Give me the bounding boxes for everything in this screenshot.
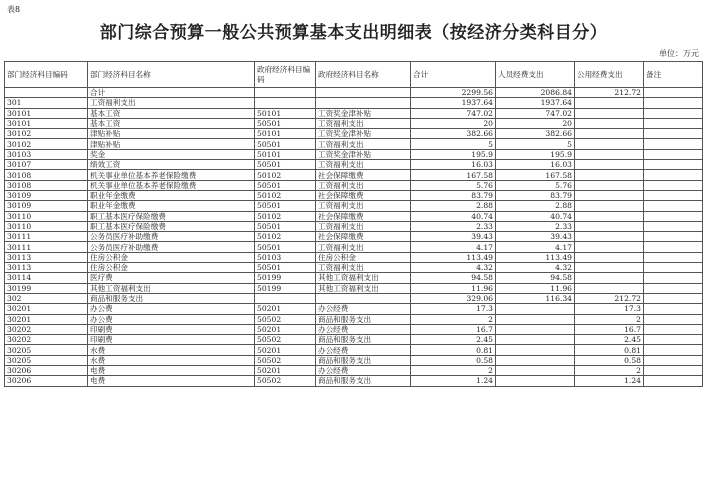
cell-dept-code: 30111 — [5, 242, 88, 252]
cell-dept-name: 合计 — [88, 88, 255, 98]
total-row — [5, 88, 703, 98]
cell-note — [644, 273, 703, 283]
cell-gov-code: 50501 — [255, 201, 316, 211]
cell-total: 5 — [411, 139, 496, 149]
cell-gov-name: 工资福利支出 — [316, 160, 411, 170]
cell-personnel: 116.34 — [496, 293, 575, 303]
page-title: 部门综合预算一般公共预算基本支出明细表（按经济分类科目分） — [99, 23, 608, 43]
table-row — [5, 232, 703, 242]
cell-dept-name: 水费 — [88, 345, 255, 355]
cell-personnel — [496, 355, 575, 365]
cell-note — [644, 242, 703, 252]
cell-gov-code: 50502 — [255, 335, 316, 345]
cell-dept-code: 30201 — [5, 314, 88, 324]
cell-dept-name: 电费 — [88, 366, 255, 376]
cell-public — [575, 273, 644, 283]
cell-gov-name: 社会保障缴费 — [316, 190, 411, 200]
category-row — [5, 98, 703, 108]
cell-gov-name: 工资福利支出 — [316, 242, 411, 252]
cell-personnel — [496, 345, 575, 355]
cell-dept-code: 30108 — [5, 170, 88, 180]
cell-total: 94.58 — [411, 273, 496, 283]
cell-gov-name: 工资福利支出 — [316, 118, 411, 128]
header-gov-name: 政府经济科目名称 — [316, 62, 411, 88]
cell-public: 1.24 — [575, 376, 644, 386]
cell-gov-code: 50102 — [255, 170, 316, 180]
cell-gov-code: 50502 — [255, 376, 316, 386]
cell-note — [644, 293, 703, 303]
cell-dept-code: 30114 — [5, 273, 88, 283]
cell-gov-name: 社会保障缴费 — [316, 211, 411, 221]
cell-dept-name: 电费 — [88, 376, 255, 386]
cell-personnel: 747.02 — [496, 108, 575, 118]
cell-personnel: 16.03 — [496, 160, 575, 170]
cell-gov-code — [255, 98, 316, 108]
cell-public: 17.3 — [575, 304, 644, 314]
cell-personnel: 2.88 — [496, 201, 575, 211]
table-row — [5, 324, 703, 334]
cell-personnel: 83.79 — [496, 190, 575, 200]
table-row — [5, 252, 703, 262]
cell-personnel: 94.58 — [496, 273, 575, 283]
cell-dept-code: 30111 — [5, 232, 88, 242]
budget-table — [4, 61, 703, 387]
cell-gov-name: 工资奖金津补贴 — [316, 108, 411, 118]
table-row — [5, 355, 703, 365]
cell-total: 2299.56 — [411, 88, 496, 98]
cell-personnel — [496, 376, 575, 386]
table-row — [5, 170, 703, 180]
cell-gov-code: 50501 — [255, 263, 316, 273]
cell-dept-name: 津贴补贴 — [88, 139, 255, 149]
cell-dept-code: 30108 — [5, 180, 88, 190]
cell-gov-code: 50199 — [255, 283, 316, 293]
cell-personnel: 5.76 — [496, 180, 575, 190]
cell-dept-code: 302 — [5, 293, 88, 303]
cell-public — [575, 221, 644, 231]
table-row — [5, 314, 703, 324]
cell-public — [575, 160, 644, 170]
table-row — [5, 211, 703, 221]
cell-gov-code — [255, 88, 316, 98]
cell-note — [644, 118, 703, 128]
cell-public: 0.58 — [575, 355, 644, 365]
cell-personnel: 382.66 — [496, 129, 575, 139]
cell-dept-code: 30110 — [5, 211, 88, 221]
header-personnel: 人员经费支出 — [496, 62, 575, 88]
cell-total: 2.33 — [411, 221, 496, 231]
cell-total: 382.66 — [411, 129, 496, 139]
unit-label: 单位：万元 — [659, 49, 699, 58]
cell-public — [575, 98, 644, 108]
cell-dept-name: 工资福利支出 — [88, 98, 255, 108]
table-row — [5, 273, 703, 283]
table-row — [5, 139, 703, 149]
cell-dept-code: 30110 — [5, 221, 88, 231]
cell-gov-name: 社会保障缴费 — [316, 232, 411, 242]
cell-public — [575, 129, 644, 139]
table-row — [5, 160, 703, 170]
cell-personnel: 40.74 — [496, 211, 575, 221]
cell-note — [644, 304, 703, 314]
cell-dept-code: 30113 — [5, 252, 88, 262]
cell-total: 20 — [411, 118, 496, 128]
cell-gov-name: 办公经费 — [316, 324, 411, 334]
cell-dept-name: 绩效工资 — [88, 160, 255, 170]
cell-gov-name: 其他工资福利支出 — [316, 273, 411, 283]
cell-gov-name — [316, 98, 411, 108]
cell-personnel: 4.17 — [496, 242, 575, 252]
cell-total: 329.06 — [411, 293, 496, 303]
cell-note — [644, 283, 703, 293]
cell-gov-name: 办公经费 — [316, 304, 411, 314]
cell-dept-code: 30113 — [5, 263, 88, 273]
cell-dept-code: 30102 — [5, 139, 88, 149]
cell-note — [644, 335, 703, 345]
cell-dept-code: 30206 — [5, 376, 88, 386]
table-row — [5, 335, 703, 345]
cell-total: 16.7 — [411, 324, 496, 334]
cell-note — [644, 201, 703, 211]
cell-gov-name: 办公经费 — [316, 366, 411, 376]
cell-gov-code: 50501 — [255, 160, 316, 170]
cell-public — [575, 201, 644, 211]
cell-gov-code: 50101 — [255, 108, 316, 118]
cell-dept-name: 职工基本医疗保险缴费 — [88, 221, 255, 231]
cell-public — [575, 252, 644, 262]
table-row — [5, 345, 703, 355]
cell-note — [644, 108, 703, 118]
cell-dept-name: 其他工资福利支出 — [88, 283, 255, 293]
cell-gov-code: 50199 — [255, 273, 316, 283]
cell-gov-code: 50201 — [255, 366, 316, 376]
cell-note — [644, 139, 703, 149]
cell-public: 212.72 — [575, 88, 644, 98]
cell-gov-name: 商品和服务支出 — [316, 376, 411, 386]
cell-total: 2.45 — [411, 335, 496, 345]
cell-dept-name: 职业年金缴费 — [88, 201, 255, 211]
cell-note — [644, 170, 703, 180]
cell-gov-code: 50102 — [255, 232, 316, 242]
header-public: 公用经费支出 — [575, 62, 644, 88]
cell-dept-name: 公务员医疗补助缴费 — [88, 242, 255, 252]
cell-personnel: 4.32 — [496, 263, 575, 273]
cell-gov-name: 社会保障缴费 — [316, 170, 411, 180]
cell-note — [644, 355, 703, 365]
cell-personnel: 1937.64 — [496, 98, 575, 108]
cell-total: 4.32 — [411, 263, 496, 273]
cell-gov-name: 工资福利支出 — [316, 139, 411, 149]
cell-dept-code: 30202 — [5, 324, 88, 334]
cell-public — [575, 263, 644, 273]
cell-total: 2 — [411, 314, 496, 324]
cell-note — [644, 88, 703, 98]
cell-dept-name: 奖金 — [88, 149, 255, 159]
cell-public — [575, 139, 644, 149]
cell-gov-code: 50101 — [255, 129, 316, 139]
cell-gov-name — [316, 88, 411, 98]
cell-personnel: 11.96 — [496, 283, 575, 293]
header-dept-code: 部门经济科目编码 — [5, 62, 88, 88]
cell-total: 0.58 — [411, 355, 496, 365]
cell-personnel: 20 — [496, 118, 575, 128]
header-dept-name: 部门经济科目名称 — [88, 62, 255, 88]
cell-total: 1937.64 — [411, 98, 496, 108]
cell-note — [644, 190, 703, 200]
cell-gov-code: 50102 — [255, 190, 316, 200]
cell-public: 2 — [575, 314, 644, 324]
cell-gov-code: 50502 — [255, 314, 316, 324]
cell-total: 2 — [411, 366, 496, 376]
cell-total: 2.88 — [411, 201, 496, 211]
cell-gov-code — [255, 293, 316, 303]
cell-note — [644, 160, 703, 170]
header-total: 合计 — [411, 62, 496, 88]
cell-gov-name: 工资福利支出 — [316, 221, 411, 231]
cell-gov-name: 商品和服务支出 — [316, 314, 411, 324]
cell-dept-code: 30206 — [5, 366, 88, 376]
cell-public — [575, 211, 644, 221]
cell-total: 113.49 — [411, 252, 496, 262]
cell-dept-name: 职业年金缴费 — [88, 190, 255, 200]
cell-total: 40.74 — [411, 211, 496, 221]
cell-total: 4.17 — [411, 242, 496, 252]
cell-public — [575, 180, 644, 190]
cell-public: 0.81 — [575, 345, 644, 355]
cell-dept-code: 30199 — [5, 283, 88, 293]
cell-dept-code: 30109 — [5, 201, 88, 211]
cell-dept-name: 办公费 — [88, 314, 255, 324]
cell-dept-code: 30103 — [5, 149, 88, 159]
cell-total: 167.58 — [411, 170, 496, 180]
cell-gov-name: 工资奖金津补贴 — [316, 129, 411, 139]
cell-gov-name: 住房公积金 — [316, 252, 411, 262]
cell-dept-name: 医疗费 — [88, 273, 255, 283]
cell-gov-name: 工资奖金津补贴 — [316, 149, 411, 159]
cell-note — [644, 211, 703, 221]
cell-note — [644, 180, 703, 190]
cell-gov-code: 50501 — [255, 242, 316, 252]
cell-note — [644, 324, 703, 334]
header-gov-code: 政府经济科目编码 — [255, 62, 316, 88]
cell-personnel: 195.9 — [496, 149, 575, 159]
cell-note — [644, 252, 703, 262]
cell-note — [644, 263, 703, 273]
cell-public — [575, 170, 644, 180]
cell-dept-name: 基本工资 — [88, 108, 255, 118]
cell-gov-code: 50501 — [255, 221, 316, 231]
cell-note — [644, 232, 703, 242]
cell-dept-name: 办公费 — [88, 304, 255, 314]
cell-note — [644, 366, 703, 376]
cell-dept-name: 印刷费 — [88, 324, 255, 334]
cell-gov-name: 商品和服务支出 — [316, 355, 411, 365]
table-row — [5, 283, 703, 293]
cell-note — [644, 376, 703, 386]
cell-public — [575, 149, 644, 159]
table-row — [5, 108, 703, 118]
table-row — [5, 304, 703, 314]
table-row — [5, 263, 703, 273]
cell-gov-name: 其他工资福利支出 — [316, 283, 411, 293]
table-row — [5, 242, 703, 252]
cell-dept-name: 印刷费 — [88, 335, 255, 345]
cell-dept-name: 津贴补贴 — [88, 129, 255, 139]
cell-gov-name: 商品和服务支出 — [316, 335, 411, 345]
cell-note — [644, 314, 703, 324]
cell-gov-code: 50501 — [255, 180, 316, 190]
table-row — [5, 149, 703, 159]
cell-public — [575, 242, 644, 252]
cell-gov-name: 工资福利支出 — [316, 201, 411, 211]
cell-public: 2 — [575, 366, 644, 376]
cell-public — [575, 190, 644, 200]
cell-public — [575, 118, 644, 128]
header-note: 备注 — [644, 62, 703, 88]
cell-total: 5.76 — [411, 180, 496, 190]
cell-public: 16.7 — [575, 324, 644, 334]
cell-dept-name: 水费 — [88, 355, 255, 365]
cell-dept-code: 30201 — [5, 304, 88, 314]
cell-personnel: 2086.84 — [496, 88, 575, 98]
cell-gov-code: 50201 — [255, 345, 316, 355]
cell-total: 195.9 — [411, 149, 496, 159]
cell-note — [644, 98, 703, 108]
cell-personnel: 113.49 — [496, 252, 575, 262]
table-row — [5, 190, 703, 200]
cell-dept-code: 30101 — [5, 118, 88, 128]
cell-note — [644, 345, 703, 355]
cell-dept-code: 30205 — [5, 355, 88, 365]
cell-total: 83.79 — [411, 190, 496, 200]
cell-dept-name: 商品和服务支出 — [88, 293, 255, 303]
cell-dept-code — [5, 88, 88, 98]
cell-dept-name: 职工基本医疗保险缴费 — [88, 211, 255, 221]
cell-dept-name: 机关事业单位基本养老保险缴费 — [88, 170, 255, 180]
cell-personnel: 2.33 — [496, 221, 575, 231]
cell-gov-code: 50102 — [255, 211, 316, 221]
cell-total: 747.02 — [411, 108, 496, 118]
cell-note — [644, 129, 703, 139]
category-row — [5, 293, 703, 303]
cell-total: 1.24 — [411, 376, 496, 386]
cell-note — [644, 221, 703, 231]
cell-public: 2.45 — [575, 335, 644, 345]
cell-gov-name: 工资福利支出 — [316, 180, 411, 190]
table-row — [5, 366, 703, 376]
cell-public — [575, 232, 644, 242]
cell-gov-name — [316, 293, 411, 303]
table-row — [5, 201, 703, 211]
header-row — [5, 62, 703, 88]
cell-dept-code: 30109 — [5, 190, 88, 200]
cell-gov-name: 办公经费 — [316, 345, 411, 355]
cell-gov-code: 50501 — [255, 139, 316, 149]
cell-gov-code: 50501 — [255, 118, 316, 128]
cell-personnel — [496, 314, 575, 324]
cell-gov-code: 50101 — [255, 149, 316, 159]
table-row — [5, 118, 703, 128]
cell-dept-code: 30107 — [5, 160, 88, 170]
cell-dept-name: 住房公积金 — [88, 252, 255, 262]
cell-personnel — [496, 366, 575, 376]
table-row — [5, 376, 703, 386]
cell-gov-code: 50502 — [255, 355, 316, 365]
table-body — [5, 88, 703, 387]
cell-note — [644, 149, 703, 159]
cell-public — [575, 283, 644, 293]
table-row — [5, 221, 703, 231]
cell-personnel — [496, 335, 575, 345]
cell-dept-name: 公务员医疗补助缴费 — [88, 232, 255, 242]
cell-dept-name: 基本工资 — [88, 118, 255, 128]
cell-total: 16.03 — [411, 160, 496, 170]
document-label: 表8 — [7, 5, 21, 14]
cell-total: 11.96 — [411, 283, 496, 293]
cell-dept-code: 30101 — [5, 108, 88, 118]
cell-personnel: 39.43 — [496, 232, 575, 242]
table-row — [5, 180, 703, 190]
cell-personnel — [496, 304, 575, 314]
cell-dept-name: 住房公积金 — [88, 263, 255, 273]
cell-public — [575, 108, 644, 118]
cell-dept-code: 30102 — [5, 129, 88, 139]
cell-dept-code: 30205 — [5, 345, 88, 355]
cell-public: 212.72 — [575, 293, 644, 303]
cell-personnel: 5 — [496, 139, 575, 149]
cell-personnel: 167.58 — [496, 170, 575, 180]
cell-personnel — [496, 324, 575, 334]
cell-dept-code: 301 — [5, 98, 88, 108]
cell-total: 0.81 — [411, 345, 496, 355]
cell-gov-name: 工资福利支出 — [316, 263, 411, 273]
cell-total: 39.43 — [411, 232, 496, 242]
cell-gov-code: 50103 — [255, 252, 316, 262]
cell-dept-code: 30202 — [5, 335, 88, 345]
cell-dept-name: 机关事业单位基本养老保险缴费 — [88, 180, 255, 190]
cell-total: 17.3 — [411, 304, 496, 314]
cell-gov-code: 50201 — [255, 324, 316, 334]
cell-gov-code: 50201 — [255, 304, 316, 314]
table-row — [5, 129, 703, 139]
